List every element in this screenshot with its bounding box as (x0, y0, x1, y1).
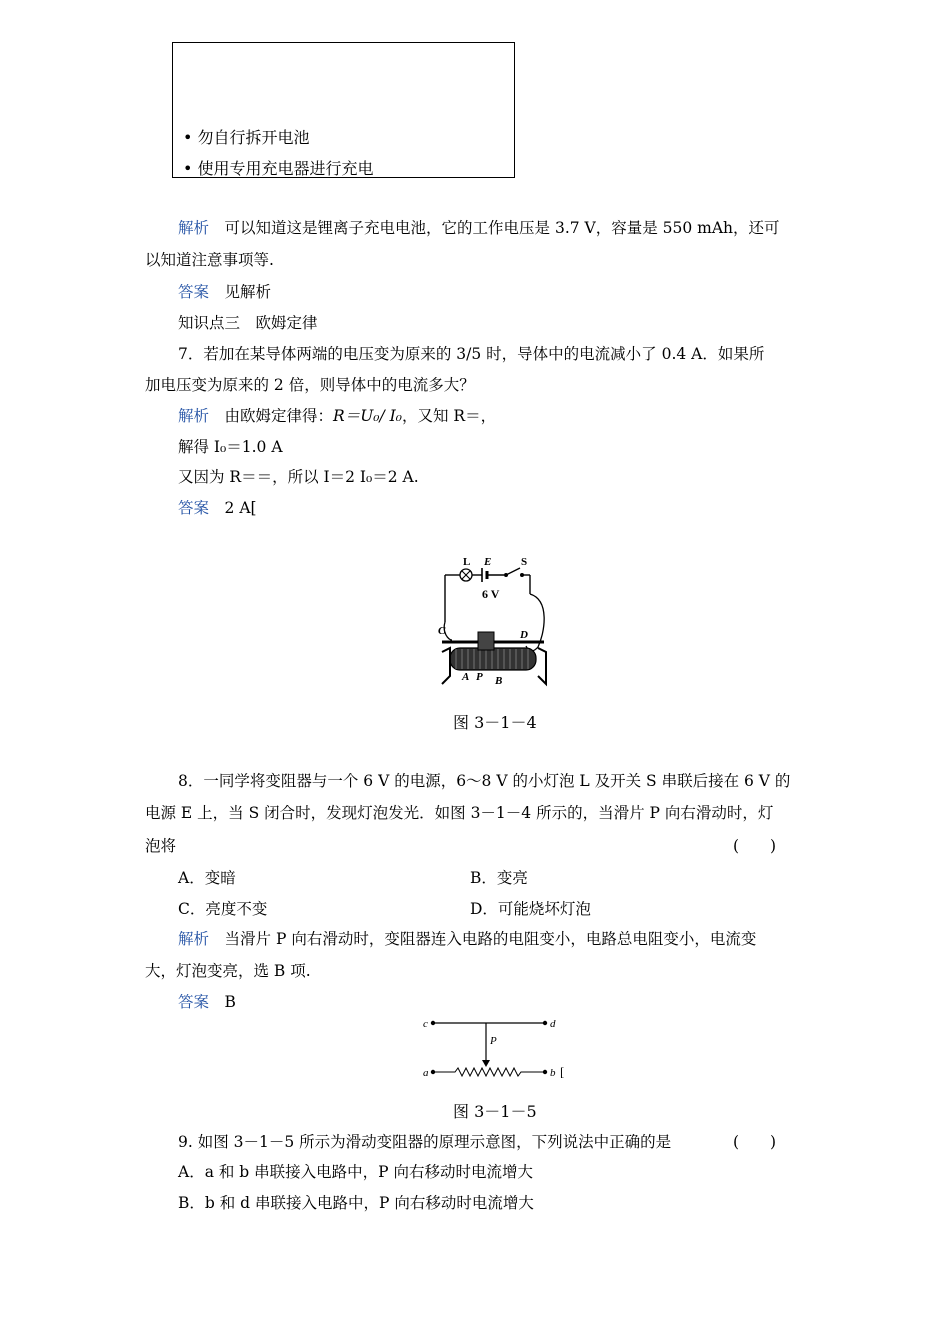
answer-text: B (224, 993, 236, 1011)
end-support (538, 648, 546, 684)
figure-caption: 图 3－1－5 (453, 1102, 537, 1121)
battery-box-item: • 勿自行拆开电池 (183, 128, 310, 147)
q8-stem-line: 8．一同学将变阻器与一个 6 V 的电源，6～8 V 的小灯泡 L 及开关 S 串联后接在 6 V 的 (178, 772, 791, 790)
q6-analysis-cont: 以知道注意事项等. (145, 251, 274, 269)
answer-label: 答案 (178, 499, 210, 517)
label-a: a (423, 1067, 429, 1079)
section-title: 知识点三 欧姆定律 (178, 314, 318, 332)
label-C: C (438, 625, 446, 637)
answer-bracket: ( ) (733, 837, 777, 855)
battery-info-box (172, 42, 515, 178)
battery-box-item: • 使用专用充电器进行充电 (183, 159, 374, 178)
q7-again-line: 又因为 R＝＝，所以 I＝2 I₀＝2 A. (178, 468, 419, 486)
answer-label: 答案 (178, 993, 210, 1011)
end-support (442, 648, 450, 684)
option-C: C．亮度不变 (178, 900, 268, 918)
stray-bracket: [ (560, 1064, 565, 1079)
label-d: d (550, 1018, 556, 1030)
analysis-text: 当滑片 P 向右滑动时，变阻器连入电路的电阻变小，电路总电阻变小，电流变 (224, 930, 757, 948)
q7-analysis-line (178, 404, 496, 426)
label-E: E (484, 556, 492, 568)
q6-analysis-line (178, 216, 780, 238)
q7-solve-line: 解得 I₀＝1.0 A (178, 438, 283, 456)
answer-label: 答案 (178, 283, 210, 301)
label-voltage: 6 V (482, 587, 500, 601)
label-L: L (463, 556, 471, 568)
q9-stem: 9. 如图 3－1－5 所示为滑动变阻器的原理示意图，下列说法中正确的是 (178, 1133, 672, 1151)
slider-arrow (482, 1060, 490, 1067)
q9-option-B: B．b 和 d 串联接入电路中，P 向右移动时电流增大 (178, 1194, 534, 1212)
wire (444, 622, 452, 640)
figure-caption: 图 3－1－4 (453, 713, 537, 732)
answer-text: 2 A[ (224, 499, 257, 517)
q8-analysis-cont: 大，灯泡变亮，选 B 项. (145, 962, 311, 980)
label-D: D (520, 629, 528, 641)
option-D: D．可能烧坏灯泡 (470, 900, 591, 918)
analysis-formula: R＝U₀/ I₀ (333, 407, 402, 425)
analysis-label: 解析 (178, 407, 210, 425)
label-c: c (423, 1018, 428, 1030)
label-A: A (462, 671, 470, 683)
answer-bracket: ( ) (733, 1133, 777, 1151)
slider-contact (478, 632, 494, 650)
q7-stem-line: 加电压变为原来的 2 倍，则导体中的电流多大？ (145, 376, 475, 394)
analysis-pre: 由欧姆定律得： (224, 407, 334, 425)
option-A: A．变暗 (178, 869, 236, 887)
q9-option-A: A．a 和 b 串联接入电路中，P 向右移动时电流增大 (178, 1163, 533, 1181)
analysis-label: 解析 (178, 930, 210, 948)
answer-text: 见解析 (224, 283, 272, 301)
option-B: B．变亮 (470, 869, 528, 887)
q8-analysis-line (178, 927, 756, 949)
analysis-post: ，又知 R＝， (401, 407, 497, 425)
q7-stem-line: 7．若加在某导体两端的电压变为原来的 3/5 时，导体中的电流减小了 0.4 A．如果所 (178, 345, 765, 363)
label-b: b (550, 1067, 556, 1079)
label-P: P (476, 671, 483, 683)
label-P: P (490, 1035, 497, 1047)
label-S: S (521, 556, 528, 568)
q7-answer-line (178, 496, 257, 518)
rheostat-circuit-figure (420, 552, 560, 692)
rheostat-schematic-figure (420, 1012, 570, 1082)
analysis-text: 可以知道这是锂离子充电电池，它的工作电压是 3.7 V，容量是 550 mAh，还可 (224, 219, 780, 237)
q8-stem-line: 泡将 (145, 837, 177, 855)
switch-blade (506, 568, 520, 575)
resistor-zigzag (433, 1068, 545, 1076)
q8-answer-line (178, 990, 236, 1012)
q6-answer-line (178, 280, 271, 302)
label-B: B (495, 675, 503, 687)
analysis-label: 解析 (178, 219, 210, 237)
rheostat-coil (450, 648, 536, 670)
q8-stem-line: 电源 E 上，当 S 闭合时，发现灯泡发光．如图 3－1－4 所示的，当滑片 P 向右滑动时，灯 (145, 804, 774, 822)
